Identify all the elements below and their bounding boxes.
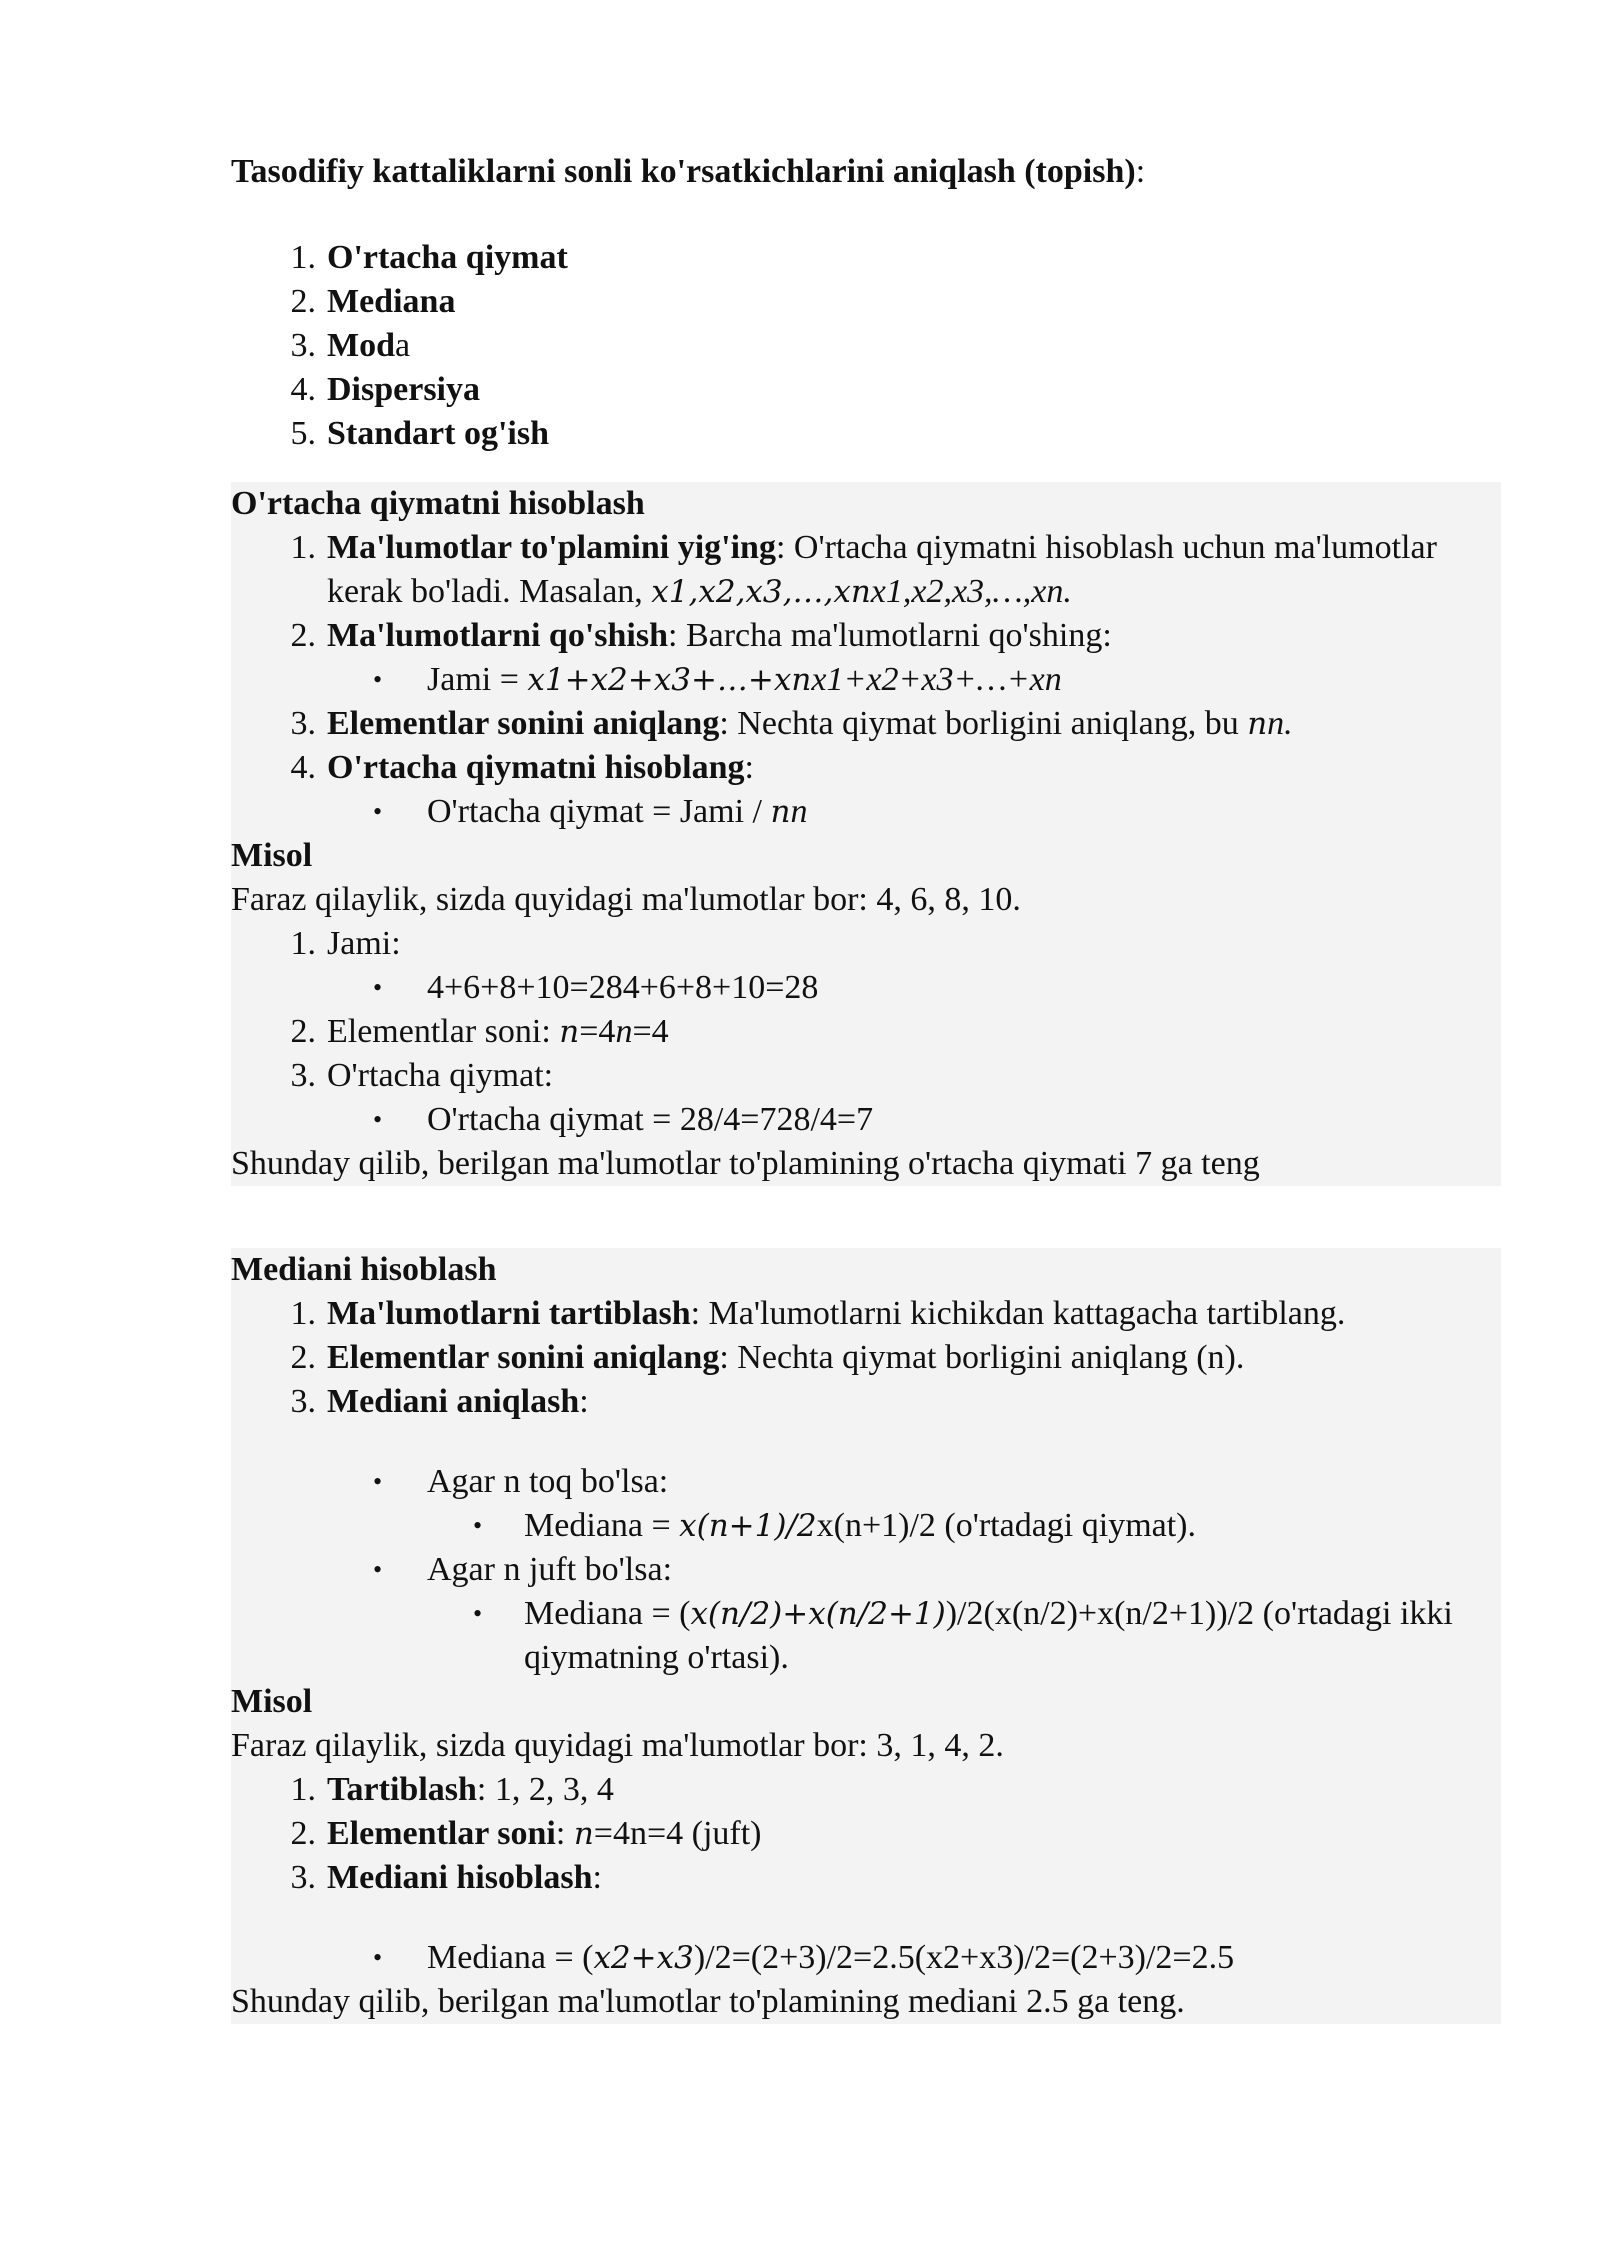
even-case: • Agar n juft bo'lsa: (373, 1551, 673, 1588)
example-step: 3. Mediani hisoblash: (290, 1859, 602, 1896)
even-formula: • Mediana = (x(n/2)+x(n/2+1))/2(x(n/2)+x(n/2+1))/2 (o'rtadagi ikki qiymatning o'rtasi). (473, 1595, 1453, 1676)
example-text: Faraz qilaylik, sizda quyidagi ma'lumotlar bor: 4, 6, 8, 10. (231, 881, 1021, 918)
median-step: 2. Elementlar sonini aniqlang: Nechta qiymat borligini aniqlang (n). (290, 1339, 1245, 1376)
example-text: Faraz qilaylik, sizda quyidagi ma'lumotlar bor: 3, 1, 4, 2. (231, 1727, 1004, 1764)
mean-step: 4. O'rtacha qiymatni hisoblang: (290, 749, 754, 786)
list-item: 4. Dispersiya (290, 371, 480, 408)
list-item: 1. O'rtacha qiymat (290, 239, 568, 276)
example-step: 2. Elementlar soni: n=4n=4 (juft) (290, 1815, 762, 1852)
list-item: 3. Moda (290, 327, 411, 364)
example-bullet: • O'rtacha qiymat = 28/4=728/4=7 (373, 1101, 874, 1138)
odd-case: • Agar n toq bo'lsa: (373, 1463, 669, 1500)
example-label: Misol (231, 837, 313, 874)
list-item: 5. Standart og'ish (290, 415, 549, 452)
document-heading: Tasodifiy kattaliklarni sonli ko'rsatkichlarini aniqlash (topish): (231, 153, 1146, 190)
mean-section (231, 482, 1501, 1186)
list-item: 2. Mediana (290, 283, 456, 320)
sum-formula: • Jami = x1+x2+x3+…+xnx1+x2+x3+…+xn (373, 661, 1062, 698)
conclusion: Shunday qilib, berilgan ma'lumotlar to'plamining o'rtacha qiymati 7 ga teng (231, 1145, 1260, 1182)
mean-step: 1. Ma'lumotlar to'plamini yig'ing: O'rtacha qiymatni hisoblash uchun ma'lumotlar kerak bo'ladi. Masalan, x1,x2,x3,…,xnx1,x2,x3,…,xn. (290, 529, 1437, 610)
median-step: 1. Ma'lumotlarni tartiblash: Ma'lumotlarni kichikdan kattagacha tartiblang. (290, 1295, 1346, 1332)
example-step: 2. Elementlar soni: n=4n=4 (290, 1013, 669, 1050)
odd-formula: • Mediana = x(n+1)/2x(n+1)/2 (o'rtadagi qiymat). (473, 1507, 1197, 1544)
mean-step: 2. Ma'lumotlarni qo'shish: Barcha ma'lumotlarni qo'shing: (290, 617, 1112, 654)
example-step: 1. Jami: (290, 925, 401, 962)
example-bullet: • Mediana = (x2+x3)/2=(2+3)/2=2.5(x2+x3)/2=(2+3)/2=2.5 (373, 1939, 1235, 1976)
example-step: 1. Tartiblash: 1, 2, 3, 4 (290, 1771, 614, 1808)
section-title: O'rtacha qiymatni hisoblash (231, 485, 645, 522)
median-step: 3. Mediani aniqlash: (290, 1383, 589, 1420)
topics-list (231, 236, 1501, 456)
example-step: 3. O'rtacha qiymat: (290, 1057, 554, 1094)
example-bullet: • 4+6+8+10=284+6+8+10=28 (373, 969, 819, 1006)
example-label: Misol (231, 1683, 313, 1720)
median-section (231, 1248, 1501, 2024)
conclusion: Shunday qilib, berilgan ma'lumotlar to'plamining mediani 2.5 ga teng. (231, 1983, 1185, 2020)
section-title: Mediani hisoblash (231, 1251, 497, 1288)
document-page (231, 150, 1501, 2024)
mean-step: 3. Elementlar sonini aniqlang: Nechta qiymat borligini aniqlang, bu nn. (290, 705, 1293, 742)
average-formula: • O'rtacha qiymat = Jami / nn (373, 793, 808, 830)
